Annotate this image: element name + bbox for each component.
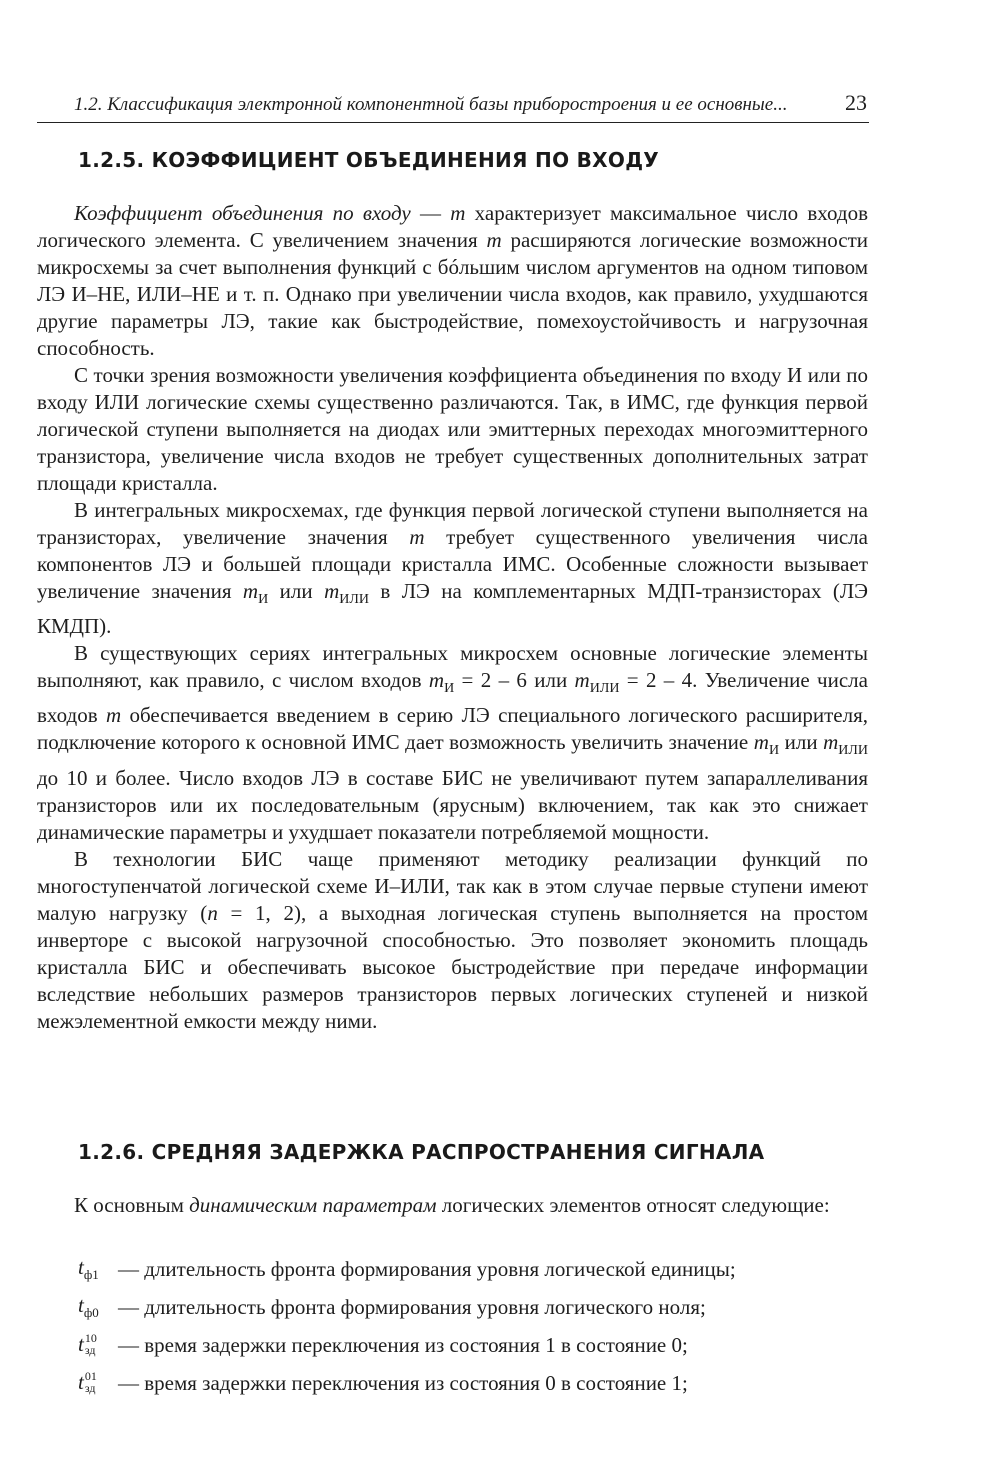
paragraph-4-eq2: = 2 – 4. Увеличение числа входов xyxy=(37,668,868,728)
def-symbol: t 01 зд xyxy=(78,1369,97,1396)
or-word: или xyxy=(268,579,325,603)
or-word: или xyxy=(779,730,824,755)
definition-item xyxy=(78,1326,878,1364)
paragraph-5-text-a: В технологии БИС чаще применяют методику реализации функций по многоступенчатой логической схеме И–ИЛИ, так как в этом случае первые ступени имеют малую нагрузку ( xyxy=(37,846,868,925)
var-m: m xyxy=(450,201,466,225)
def-text: — время задержки переключения из состояния 0 в состояние 1; xyxy=(118,1370,688,1395)
intro-text-b: логических элементов относят следующие: xyxy=(436,1193,830,1217)
section-heading-1-2-5: 1.2.5. КОЭФФИЦИЕНТ ОБЪЕДИНЕНИЯ ПО ВХОДУ xyxy=(78,148,660,172)
paragraph-4-text-b: обеспечивается введением в серию ЛЭ специального логического расширителя, подключение которого к основной ИМС дает возможность увеличить значение xyxy=(37,703,868,755)
var-m-I: $m_И$ xyxy=(242,579,269,608)
paragraph-3 xyxy=(37,497,868,640)
section-heading-1-2-6: 1.2.6. СРЕДНЯЯ ЗАДЕРЖКА РАСПРОСТРАНЕНИЯ СИГНАЛА xyxy=(78,1140,765,1164)
var-m: m xyxy=(105,703,122,728)
running-head-title: 1.2. Классификация электронной компонентной базы приборостроения и ее основные... xyxy=(74,94,788,115)
definition-item xyxy=(78,1288,878,1326)
var-n: n xyxy=(207,900,218,925)
definitions-list xyxy=(78,1250,878,1402)
paragraph-4-text-a: В существующих сериях интегральных микросхем основные логические элементы выполняют, как правило, с числом входов xyxy=(37,641,868,693)
paragraph-1-text-a: характеризует максимальное число входов логического элемента. С увеличением значения xyxy=(37,201,868,252)
term-dynamic-params: динамическим параметрам xyxy=(189,1193,437,1217)
def-symbol: t 10 зд xyxy=(78,1331,97,1358)
paragraph-3-text-b: требует существенного увеличения числа компонентов ЛЭ и большей площади кристалла ИМС. Особенные сложности вызывает увеличение значения xyxy=(37,525,868,603)
paragraph-3-text-c: в ЛЭ на комплементарных МДП-транзисторах (ЛЭ КМДП). xyxy=(37,579,868,639)
var-m-I: $m_И$ xyxy=(428,668,455,697)
paragraph-1 xyxy=(37,200,868,362)
def-symbol: $t_{ф1}$ xyxy=(78,1254,99,1283)
paragraph-intro xyxy=(37,1192,868,1219)
intro-text-a: К основным xyxy=(74,1193,190,1217)
term-coefficient: Коэффициент объединения по входу xyxy=(74,201,411,225)
paragraph-1-text-b: расширяются логические возможности микросхемы за счет выполнения функций с бóльшим числом аргументов на одном типовом ЛЭ И–НЕ, ИЛИ–НЕ и т. п. Однако при увеличении числа входов, как правило, ухудшаются другие параметры ЛЭ, такие как быстродействие, помехоустойчивость и нагрузочная способность. xyxy=(37,228,868,360)
section-1-2-5-body xyxy=(37,200,868,1035)
running-head xyxy=(37,92,869,123)
section-1-2-6-intro xyxy=(37,1192,868,1219)
var-m: m xyxy=(486,228,502,252)
dash: — xyxy=(410,201,451,225)
definition-item xyxy=(78,1250,878,1288)
var-m-ILI: $m_{ИЛИ}$ xyxy=(823,730,868,759)
var-m: m xyxy=(409,525,425,549)
paragraph-2: С точки зрения возможности увеличения коэффициента объединения по входу И или по входу ИЛИ логические схемы существенно различаются. Так, в ИМС, где функция первой логической ступени выполняется на диодах или эмиттерных переходах многоэмиттерного транзистора, увеличение числа входов не требует существенных дополнительных затрат площади кристалла. xyxy=(37,363,868,495)
var-m-I: $m_И$ xyxy=(753,730,780,759)
paragraph-4 xyxy=(37,640,868,845)
paragraph-5 xyxy=(37,846,868,1035)
def-text: — длительность фронта формирования уровня логического ноля; xyxy=(118,1294,706,1319)
def-symbol: $t_{ф0}$ xyxy=(78,1292,99,1321)
paragraph-5-text-b: = 1, 2), а выходная логическая ступень выполняется на простом инверторе с высокой нагрузочной способностью. Это позволяет экономить площадь кристалла БИС и обеспечивать высокое быстродействие при передаче информации вследствие небольших размеров транзисторов первых логических ступеней и низкой межэлементной емкости между ними. xyxy=(37,900,868,1033)
var-m-ILI: $m_{ИЛИ}$ xyxy=(324,579,369,608)
def-text: — время задержки переключения из состояния 1 в состояние 0; xyxy=(118,1332,688,1357)
page-number: 23 xyxy=(845,90,867,115)
var-m-ILI: $m_{ИЛИ}$ xyxy=(574,668,620,697)
definition-item xyxy=(78,1364,878,1402)
paragraph-3-text-a: В интегральных микросхемах, где функция первой логической ступени выполняется на транзисторах, увеличение значения xyxy=(37,498,868,549)
paragraph-4-eq1: = 2 – 6 или xyxy=(454,668,575,693)
paragraph-4-text-c: до 10 и более. Число входов ЛЭ в составе БИС не увеличивают путем запараллеливания транзисторов или их последовательным (ярусным) включением, так как это снижает динамические параметры и ухудшает показатели потребляемой мощности. xyxy=(37,765,868,844)
def-text: — длительность фронта формирования уровня логической единицы; xyxy=(118,1256,736,1281)
